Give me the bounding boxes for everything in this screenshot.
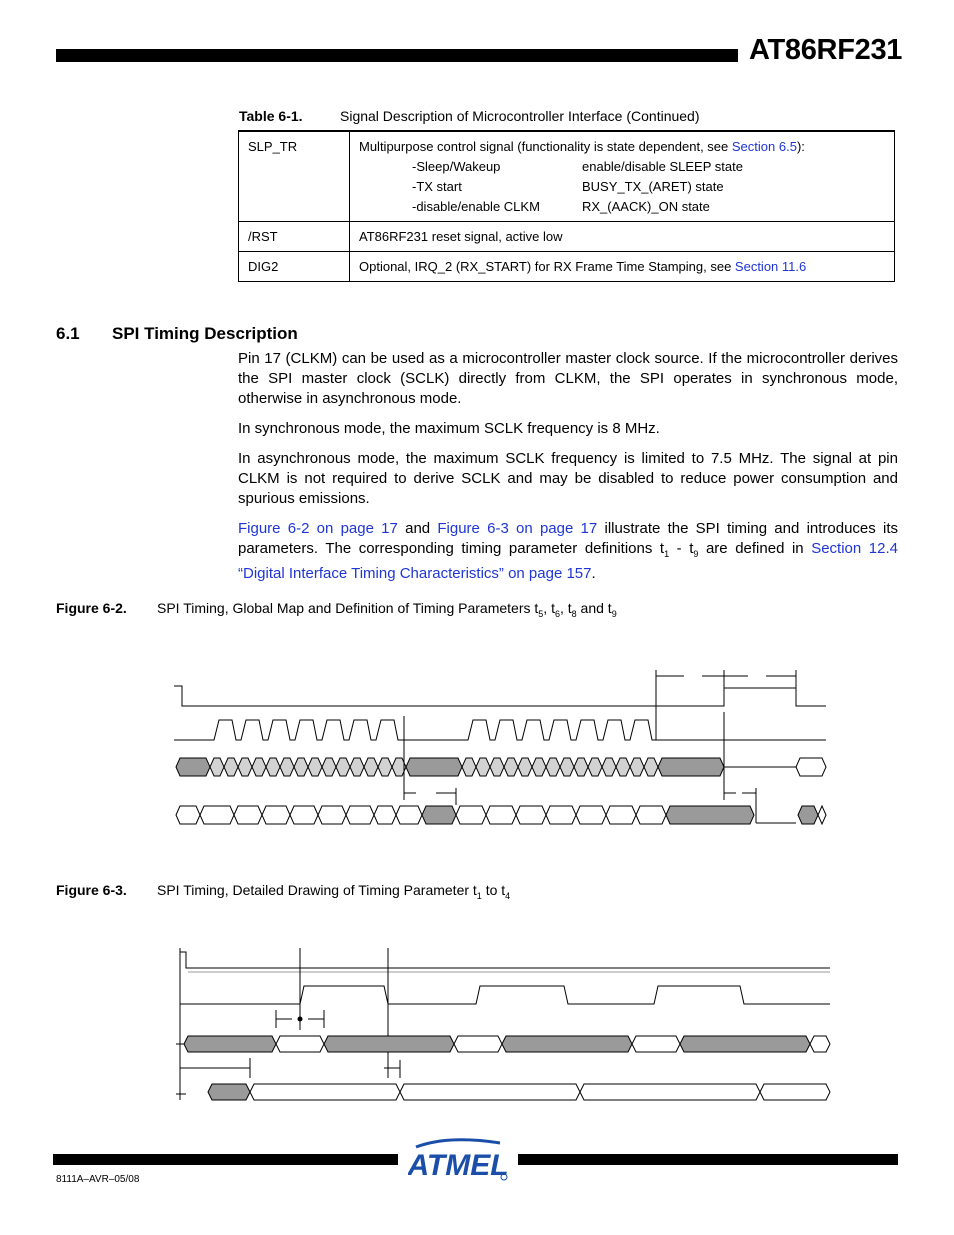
bus-segment: [760, 1084, 830, 1100]
caption-text: to t: [481, 882, 506, 898]
sub-right: enable/disable SLEEP state: [582, 159, 743, 174]
text: and: [397, 520, 438, 537]
desc-text: Multipurpose control signal (functionality is state dependent, see: [359, 139, 732, 154]
signal-name: DIG2: [239, 252, 350, 282]
bus-segment: [680, 1036, 810, 1052]
bus-segment: [184, 1036, 276, 1052]
subscript: 4: [505, 890, 511, 901]
bus-segment: [324, 1036, 454, 1052]
text: illustrate the SPI timing and introduces its parameters. The corresponding timing parameter definitions t: [238, 520, 899, 557]
footer-bar-right: [518, 1154, 898, 1165]
paragraph-3: In asynchronous mode, the maximum SCLK frequency is limited to 7.5 MHz. The signal at pin CLKM is not required to derive SCLK and may be disabled to reduce power consumption and spurious emissions.: [238, 450, 898, 507]
paragraph-2: In synchronous mode, the maximum SCLK frequency is 8 MHz.: [238, 420, 660, 437]
table-caption-text: Signal Description of Microcontroller Interface (Continued): [340, 108, 700, 124]
caption-text: SPI Timing, Global Map and Definition of Timing Parameters t: [157, 600, 539, 616]
section-6-5-link[interactable]: Section 6.5: [731, 139, 797, 154]
text: - t: [669, 540, 694, 557]
figure-6-3-link[interactable]: Figure 6-3 on page 17: [437, 520, 598, 537]
signal-name: /RST: [239, 222, 350, 252]
sub-left: -TX start: [412, 179, 462, 194]
bus-segment: [632, 1036, 680, 1052]
bus-segment: [250, 1084, 400, 1100]
footer-bar-left: [53, 1154, 398, 1165]
section-11-6-link[interactable]: Section 11.6: [734, 259, 807, 274]
desc-text: ):: [796, 139, 805, 154]
page-number: 17: [880, 1152, 896, 1168]
atmel-logo-icon: [408, 1137, 510, 1183]
signal-name: SLP_TR: [239, 131, 350, 222]
section-12-4-link[interactable]: Section 12.4: [811, 540, 898, 557]
document-code: 8111A–AVR–05/08: [56, 1174, 140, 1185]
atmel-logo: [408, 1137, 510, 1183]
sclk-waveform: [180, 986, 830, 1004]
sel-waveform: [180, 952, 830, 968]
atmel-logo-text: ATMEL: [408, 1149, 509, 1182]
section-number: 6.1: [56, 324, 80, 343]
sub-right: RX_(AACK)_ON state: [582, 199, 710, 214]
signal-description: AT86RF231 reset signal, active low: [350, 222, 895, 252]
bus-segment: [454, 1036, 502, 1052]
miso-bus: [208, 1084, 830, 1100]
caption-text: SPI Timing, Detailed Drawing of Timing Parameter t: [157, 882, 477, 898]
figure-6-2-caption: Figure 6-2. SPI Timing, Global Map and Definition of Timing Parameters $t_5$, $t_6$, $t_8$ and $t_9$: [56, 600, 617, 619]
paragraph-1: Pin 17 (CLKM) can be used as a microcontroller master clock source. If the microcontroller derives the SPI master clock (SCLK) directly from CLKM, the SPI operates in synchronous mode, otherwise in asynchronous mode.: [238, 350, 898, 407]
subscript: 5: [538, 608, 544, 619]
subscript: 8: [571, 608, 577, 619]
subscript: 6: [554, 608, 560, 619]
subscript: 1: [664, 549, 670, 559]
timing-characteristics-link[interactable]: “Digital Interface Timing Characteristics” on page 157: [238, 565, 592, 582]
section-title: SPI Timing Description: [112, 324, 298, 343]
bus-segment: [810, 1036, 830, 1052]
text: .: [591, 565, 596, 582]
subscript: 1: [476, 890, 482, 901]
sub-left: -disable/enable CLKM: [412, 199, 540, 214]
bus-segment: [208, 1084, 250, 1100]
table-caption-label: Table 6-1.: [239, 108, 303, 124]
bus-segment: [276, 1036, 324, 1052]
bus-segment: [580, 1084, 760, 1100]
figure-label: Figure 6-2.: [56, 600, 127, 616]
figure-label: Figure 6-3.: [56, 882, 127, 898]
mosi-bus: [184, 1036, 830, 1052]
desc-text: Optional, IRQ_2 (RX_START) for RX Frame Time Stamping, see: [359, 259, 735, 274]
bus-segment: [400, 1084, 580, 1100]
bus-segment: [502, 1036, 632, 1052]
text: are defined in: [698, 540, 812, 557]
subscript: 9: [611, 608, 617, 619]
sub-right: BUSY_TX_(ARET) state: [582, 179, 724, 194]
sub-left: -Sleep/Wakeup: [412, 159, 501, 174]
figure-6-2-link[interactable]: Figure 6-2 on page 17: [238, 520, 398, 537]
subscript: 9: [693, 549, 699, 559]
document-title: AT86RF231: [749, 34, 903, 66]
